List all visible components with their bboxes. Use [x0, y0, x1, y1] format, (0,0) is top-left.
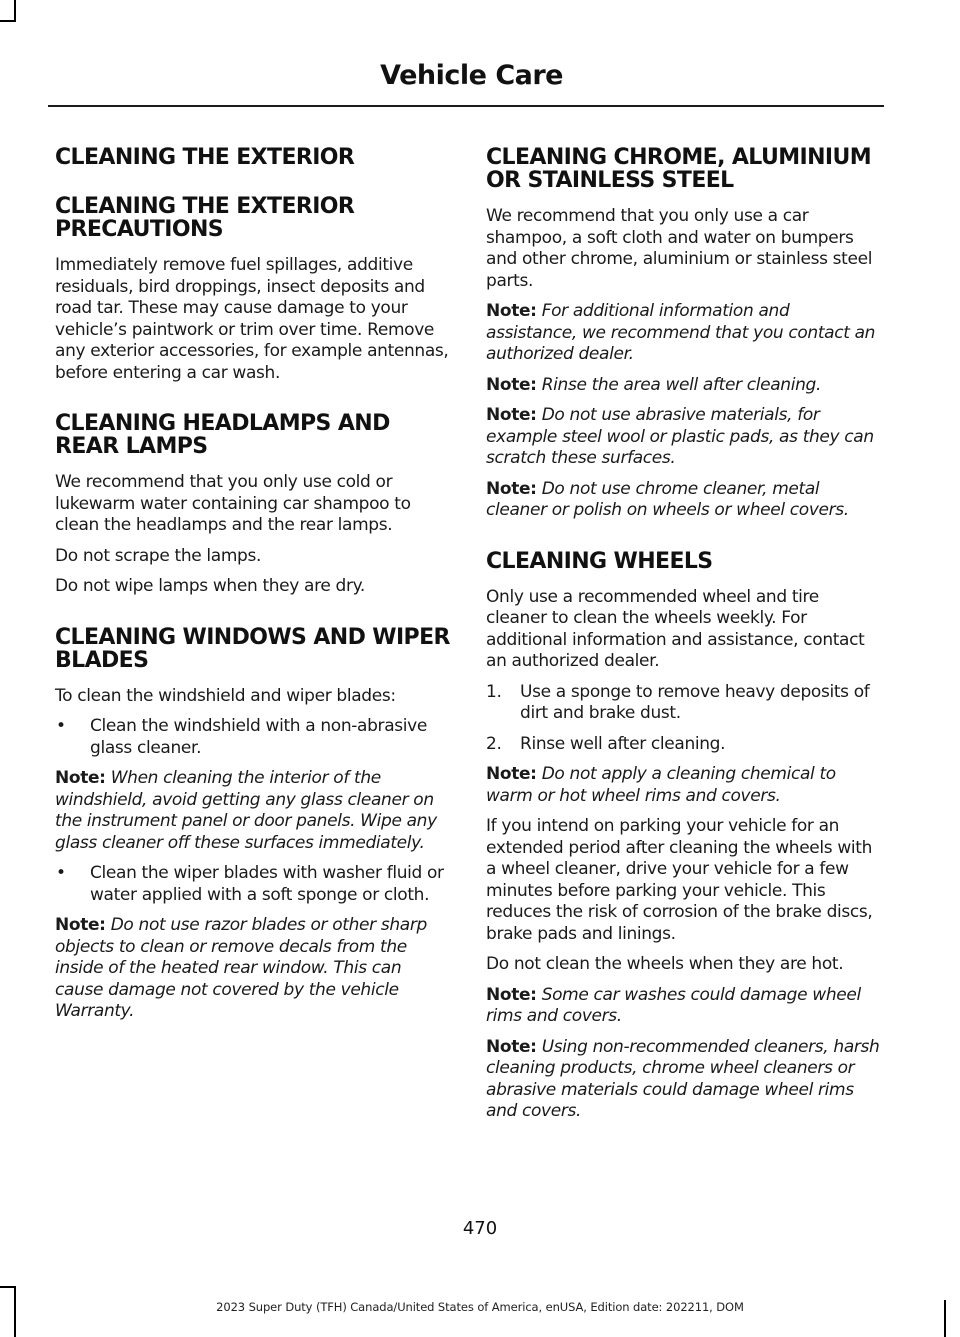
bullet-mark: •	[56, 716, 66, 736]
note-label: Note:	[55, 915, 106, 935]
note	[486, 985, 884, 1028]
note-text: When cleaning the interior of the windshield, avoid getting any glass cleaner on the instrument panel or door panels. Wipe any glass cleaner off these surfaces immediately.	[55, 768, 437, 853]
note	[486, 764, 884, 807]
paragraph: If you intend on parking your vehicle for an extended period after cleaning the wheels with a wheel cleaner, drive your vehicle for a few minutes before parking your vehicle. This reduces the risk of corrosion of the brake discs, brake pads and linings.	[486, 816, 873, 944]
subsection-heading: CLEANING THE EXTERIOR PRECAUTIONS	[55, 194, 355, 242]
note-label: Note:	[486, 478, 537, 499]
paragraph: Do not clean the wheels when they are hot.	[486, 954, 844, 974]
note-text: Do not apply a cleaning chemical to warm or hot wheel rims and covers.	[486, 764, 836, 806]
note-text: Do not use chrome cleaner, metal cleaner or polish on wheels or wheel covers.	[486, 478, 849, 520]
header-divider	[48, 105, 884, 107]
paragraph: Only use a recommended wheel and tire cleaner to clean the wheels weekly. For additional information and assistance, contact an authorized dealer.	[486, 586, 865, 671]
crop-mark	[0, 20, 16, 22]
note	[55, 768, 453, 854]
list-item	[486, 682, 884, 725]
note-text: Do not use razor blades or other sharp objects to clean or remove decals from the inside of the heated rear window. This can cause damage not covered by the vehicle Warranty.	[55, 915, 427, 1021]
bullet-mark: •	[56, 863, 66, 883]
subsection-heading: CLEANING WINDOWS AND WIPER BLADES	[55, 624, 450, 673]
crop-mark	[0, 1286, 16, 1288]
list-item-text: Rinse well after cleaning.	[520, 733, 726, 754]
page-header-title: Vehicle Care	[380, 60, 563, 91]
note-label: Note:	[486, 374, 537, 395]
note	[486, 405, 884, 470]
paragraph: To clean the windshield and wiper blades:	[55, 685, 396, 706]
note	[486, 301, 884, 366]
note	[486, 1037, 884, 1123]
left-column	[55, 146, 453, 1032]
step-number: 2.	[486, 733, 502, 754]
list-item	[55, 716, 453, 759]
section-heading: CLEANING WHEELS	[486, 548, 713, 574]
paragraph: Immediately remove fuel spillages, additive residuals, bird droppings, insect deposits and road tar. These may cause damage to your vehicle’s paintwork or trim over time. Remove any exterior accessories, for example antennas, before entering a car wash.	[55, 255, 449, 383]
note-label: Note:	[486, 1036, 537, 1057]
page-footer: 2023 Super Duty (TFH) Canada/United States of America, enUSA, Edition date: 202211, DOM	[216, 1300, 744, 1314]
note	[486, 375, 884, 397]
list-item-text: Clean the wiper blades with washer fluid or water applied with a soft sponge or cloth.	[90, 863, 444, 905]
note-text: Using non-recommended cleaners, harsh cleaning products, chrome wheel cleaners or abrasive materials could damage wheel rims and covers.	[486, 1036, 880, 1121]
note-text: Rinse the area well after cleaning.	[541, 374, 822, 395]
note-text: Some car washes could damage wheel rims and covers.	[486, 984, 861, 1026]
crop-mark	[14, 0, 16, 22]
page-number: 470	[462, 1218, 498, 1239]
note-text: For additional information and assistance, we recommend that you contact an authorized dealer.	[486, 301, 876, 364]
list-item-text: Clean the windshield with a non-abrasive glass cleaner.	[90, 716, 427, 758]
note-text: Do not use abrasive materials, for example steel wool or plastic pads, as they can scratch these surfaces.	[486, 405, 874, 468]
paragraph: Do not scrape the lamps.	[55, 545, 262, 566]
list-item-text: Use a sponge to remove heavy deposits of dirt and brake dust.	[520, 681, 870, 723]
step-number: 1.	[486, 681, 502, 702]
note-label: Note:	[55, 768, 106, 788]
section-heading: CLEANING CHROME, ALUMINIUM OR STAINLESS STEEL	[486, 145, 872, 193]
note	[486, 479, 884, 522]
subsection-heading: CLEANING HEADLAMPS AND REAR LAMPS	[55, 411, 390, 459]
note-label: Note:	[486, 301, 537, 321]
list-item	[55, 863, 453, 906]
note	[55, 915, 453, 1023]
paragraph: We recommend that you only use a car shampoo, a soft cloth and water on bumpers and other chrome, aluminium or stainless steel parts.	[486, 206, 873, 291]
note-label: Note:	[486, 984, 537, 1005]
right-column	[486, 146, 884, 1132]
section-heading: CLEANING THE EXTERIOR	[55, 145, 355, 170]
note-label: Note:	[486, 764, 537, 784]
paragraph: Do not wipe lamps when they are dry.	[55, 576, 365, 596]
note-label: Note:	[486, 405, 537, 425]
paragraph: We recommend that you only use cold or lukewarm water containing car shampoo to clean the headlamps and the rear lamps.	[55, 472, 411, 535]
list-item	[486, 734, 884, 756]
